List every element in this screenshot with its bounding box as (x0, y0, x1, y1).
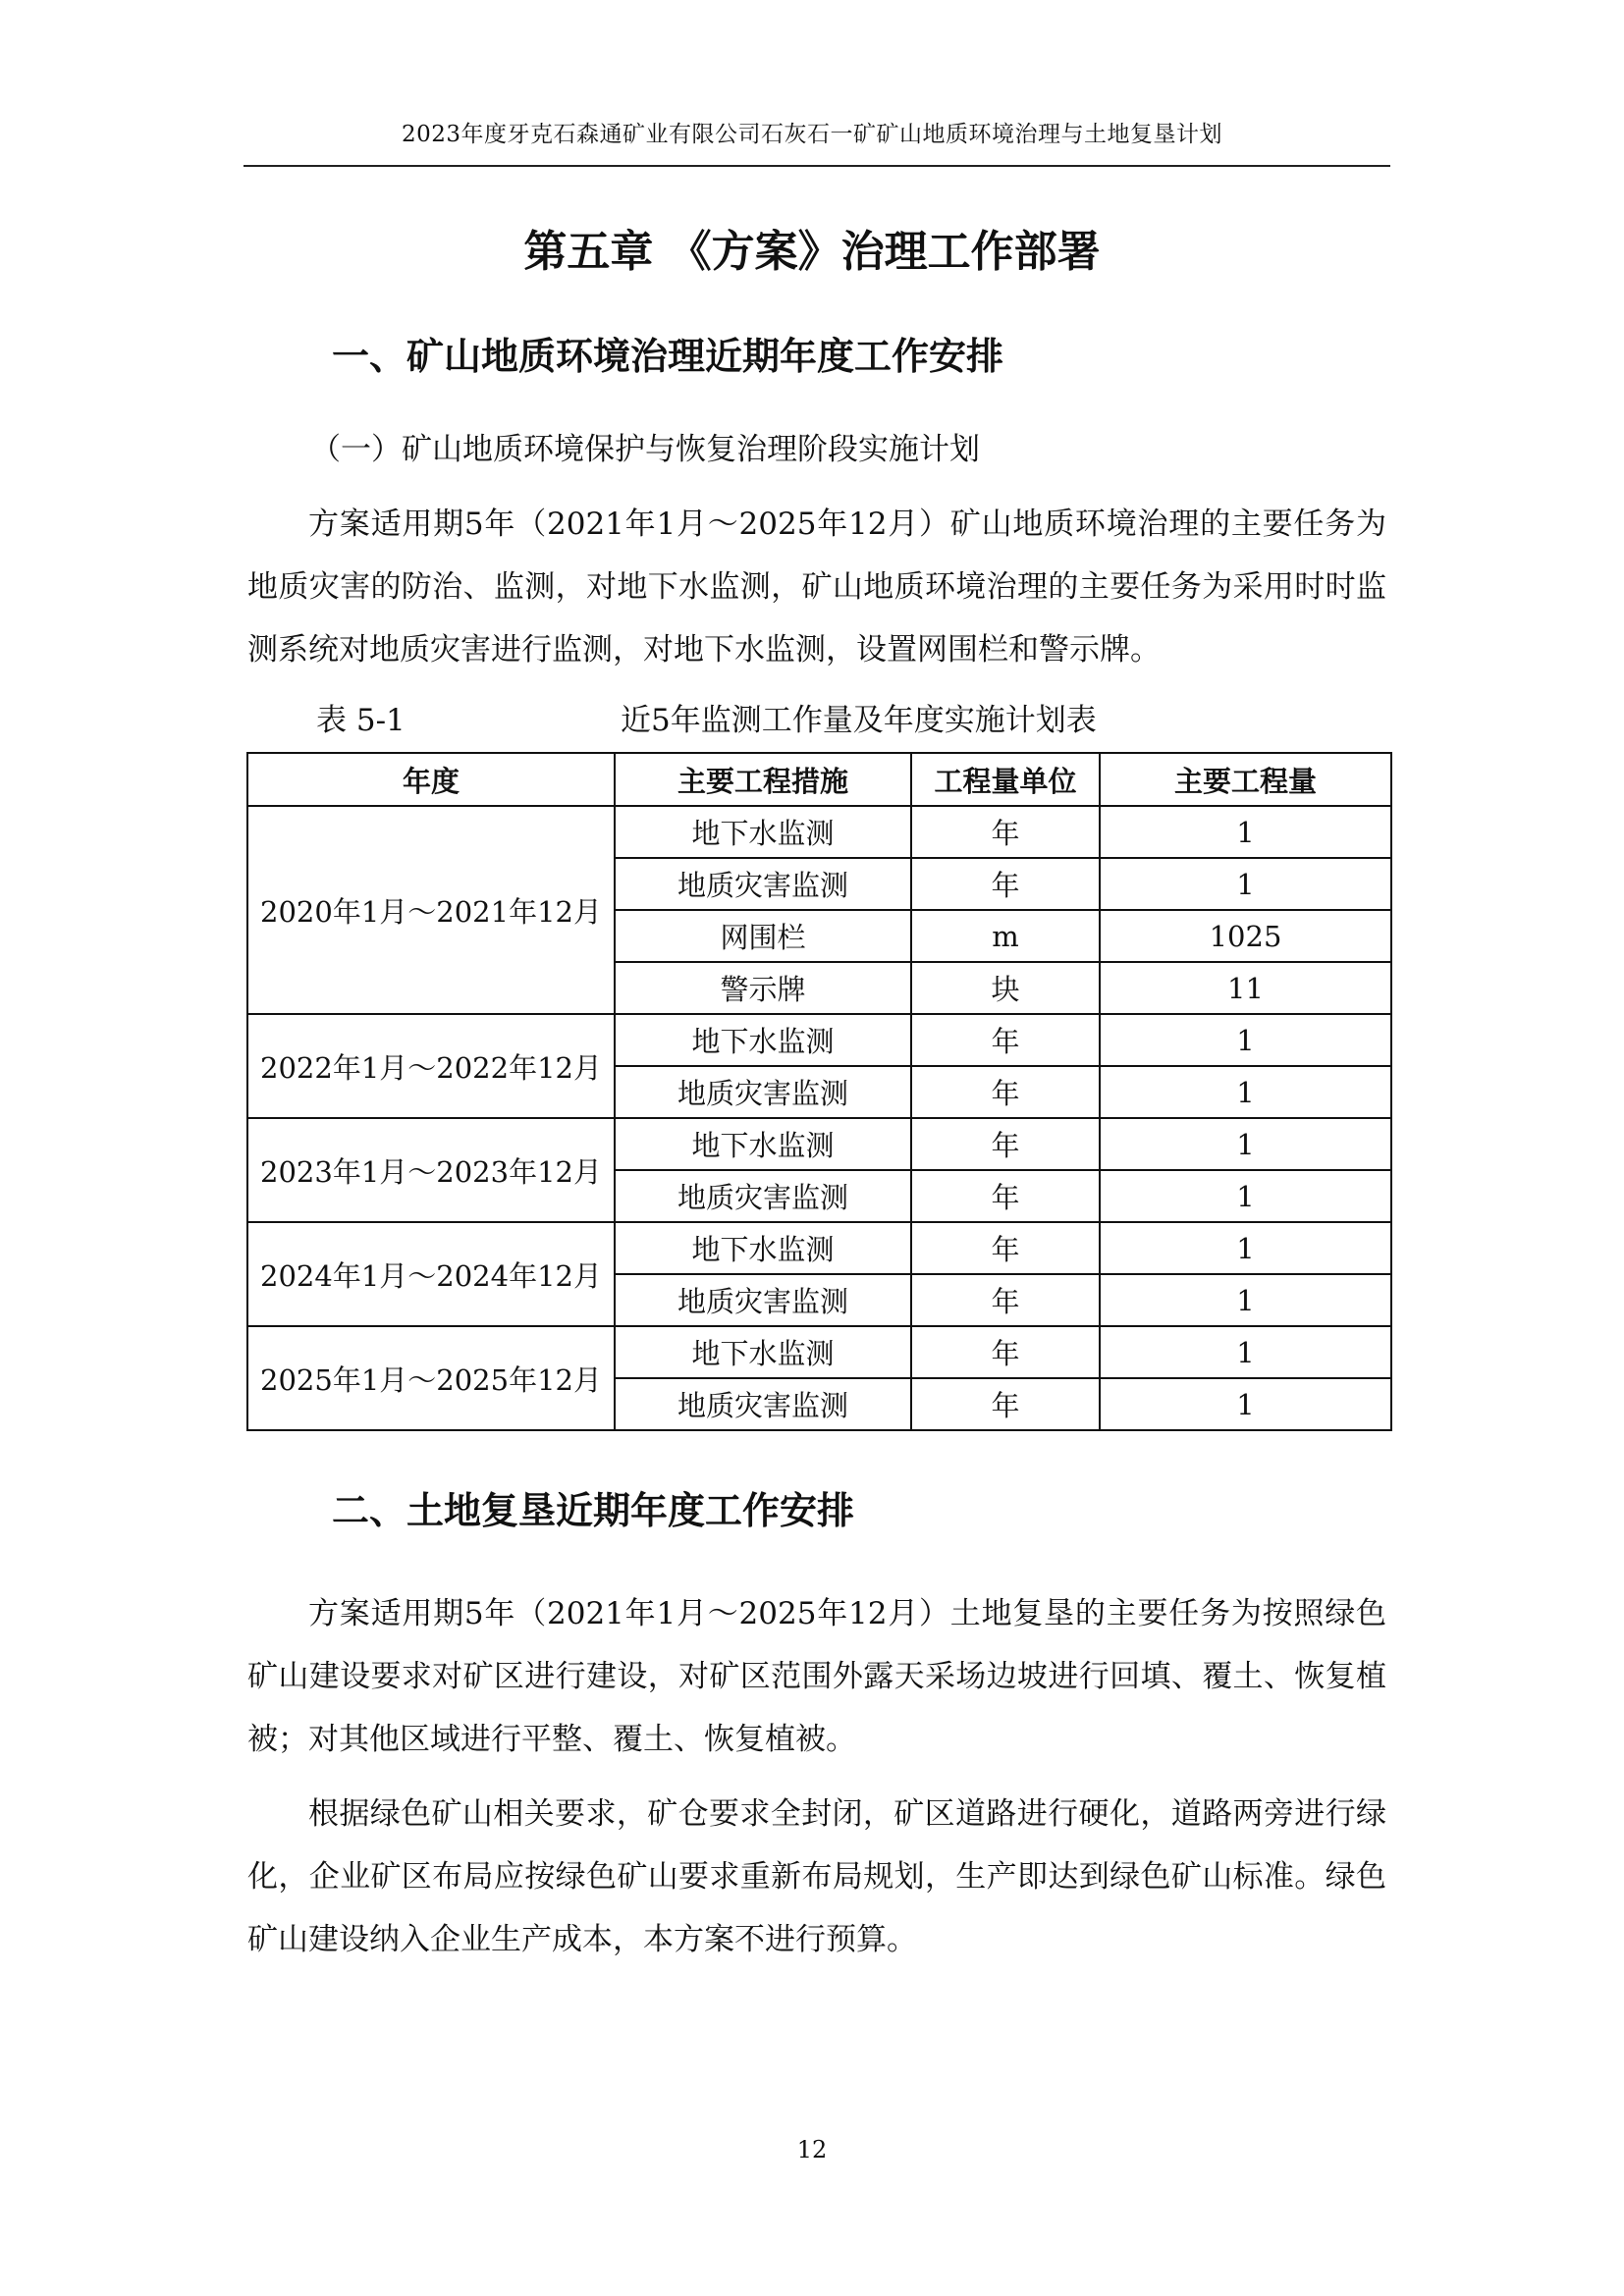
quantity-cell: 11 (1100, 962, 1391, 1014)
section-heading-geological: 一、矿山地质环境治理近期年度工作安排 (332, 334, 1004, 378)
unit-cell: 年 (911, 1378, 1100, 1430)
quantity-cell: 1 (1100, 1066, 1391, 1118)
measure-cell: 地质灾害监测 (615, 1274, 911, 1326)
chapter-title: 第五章 《方案》治理工作部署 (523, 227, 1101, 277)
measure-cell: 地下水监测 (615, 1222, 911, 1274)
quantity-cell: 1 (1100, 1274, 1391, 1326)
unit-cell: 年 (911, 1274, 1100, 1326)
unit-cell: 块 (911, 962, 1100, 1014)
section-heading-land-reclamation: 二、土地复垦近期年度工作安排 (332, 1488, 855, 1532)
section2-paragraph-1: 方案适用期5年（2021年1月～2025年12月）土地复垦的主要任务为按照绿色矿山建设要求对矿区进行建设，对矿区范围外露天采场边坡进行回填、覆土、恢复植被；对其他区域进行平整、覆土、恢复植被。 (247, 1596, 1386, 1757)
column-header-measure: 主要工程措施 (615, 753, 911, 806)
measure-cell: 网围栏 (615, 910, 911, 962)
table-row (247, 1118, 1391, 1170)
measure-cell: 地下水监测 (615, 806, 911, 858)
column-header-unit: 工程量单位 (911, 753, 1100, 806)
table-row (247, 1014, 1391, 1066)
measure-cell: 警示牌 (615, 962, 911, 1014)
quantity-cell: 1025 (1100, 910, 1391, 962)
header-divider (244, 165, 1390, 167)
measure-cell: 地下水监测 (615, 1118, 911, 1170)
unit-cell: 年 (911, 1118, 1100, 1170)
period-cell: 2022年1月～2022年12月 (247, 1014, 615, 1118)
quantity-cell: 1 (1100, 1014, 1391, 1066)
subsection-heading: （一）矿山地质环境保护与恢复治理阶段实施计划 (310, 432, 980, 467)
period-cell: 2023年1月～2023年12月 (247, 1118, 615, 1222)
period-cell: 2024年1月～2024年12月 (247, 1222, 615, 1326)
table-caption-title: 近5年监测工作量及年度实施计划表 (621, 703, 1097, 738)
table-caption-number: 表 5-1 (316, 703, 406, 738)
page-number: 12 (796, 2136, 828, 2163)
measure-cell: 地质灾害监测 (615, 1066, 911, 1118)
quantity-cell: 1 (1100, 1222, 1391, 1274)
table-header-row (247, 753, 1391, 806)
unit-cell: 年 (911, 1326, 1100, 1378)
running-header: 2023年度牙克石森通矿业有限公司石灰石一矿矿山地质环境治理与土地复垦计划 (401, 122, 1223, 147)
period-cell: 2025年1月～2025年12月 (247, 1326, 615, 1430)
table-row (247, 806, 1391, 858)
measure-cell: 地质灾害监测 (615, 1378, 911, 1430)
measure-cell: 地下水监测 (615, 1014, 911, 1066)
quantity-cell: 1 (1100, 1326, 1391, 1378)
unit-cell: 年 (911, 1222, 1100, 1274)
quantity-cell: 1 (1100, 1170, 1391, 1222)
measure-cell: 地质灾害监测 (615, 1170, 911, 1222)
unit-cell: 年 (911, 858, 1100, 910)
measure-cell: 地下水监测 (615, 1326, 911, 1378)
quantity-cell: 1 (1100, 1118, 1391, 1170)
quantity-cell: 1 (1100, 1378, 1391, 1430)
table-row (247, 1222, 1391, 1274)
unit-cell: 年 (911, 806, 1100, 858)
monitoring-plan-table (246, 752, 1392, 1431)
unit-cell: 年 (911, 1014, 1100, 1066)
section2-paragraph-2: 根据绿色矿山相关要求，矿仓要求全封闭，矿区道路进行硬化，道路两旁进行绿化，企业矿区布局应按绿色矿山要求重新布局规划，生产即达到绿色矿山标准。绿色矿山建设纳入企业生产成本，本方案不进行预算。 (247, 1796, 1386, 1957)
unit-cell: m (911, 910, 1100, 962)
column-header-quantity: 主要工程量 (1100, 753, 1391, 806)
quantity-cell: 1 (1100, 806, 1391, 858)
period-cell: 2020年1月～2021年12月 (247, 806, 615, 1014)
unit-cell: 年 (911, 1066, 1100, 1118)
column-header-year: 年度 (247, 753, 615, 806)
measure-cell: 地质灾害监测 (615, 858, 911, 910)
quantity-cell: 1 (1100, 858, 1391, 910)
unit-cell: 年 (911, 1170, 1100, 1222)
section1-paragraph: 方案适用期5年（2021年1月～2025年12月）矿山地质环境治理的主要任务为地质灾害的防治、监测，对地下水监测，矿山地质环境治理的主要任务为采用时时监测系统对地质灾害进行监测，对地下水监测，设置网围栏和警示牌。 (247, 507, 1386, 667)
table-row (247, 1326, 1391, 1378)
